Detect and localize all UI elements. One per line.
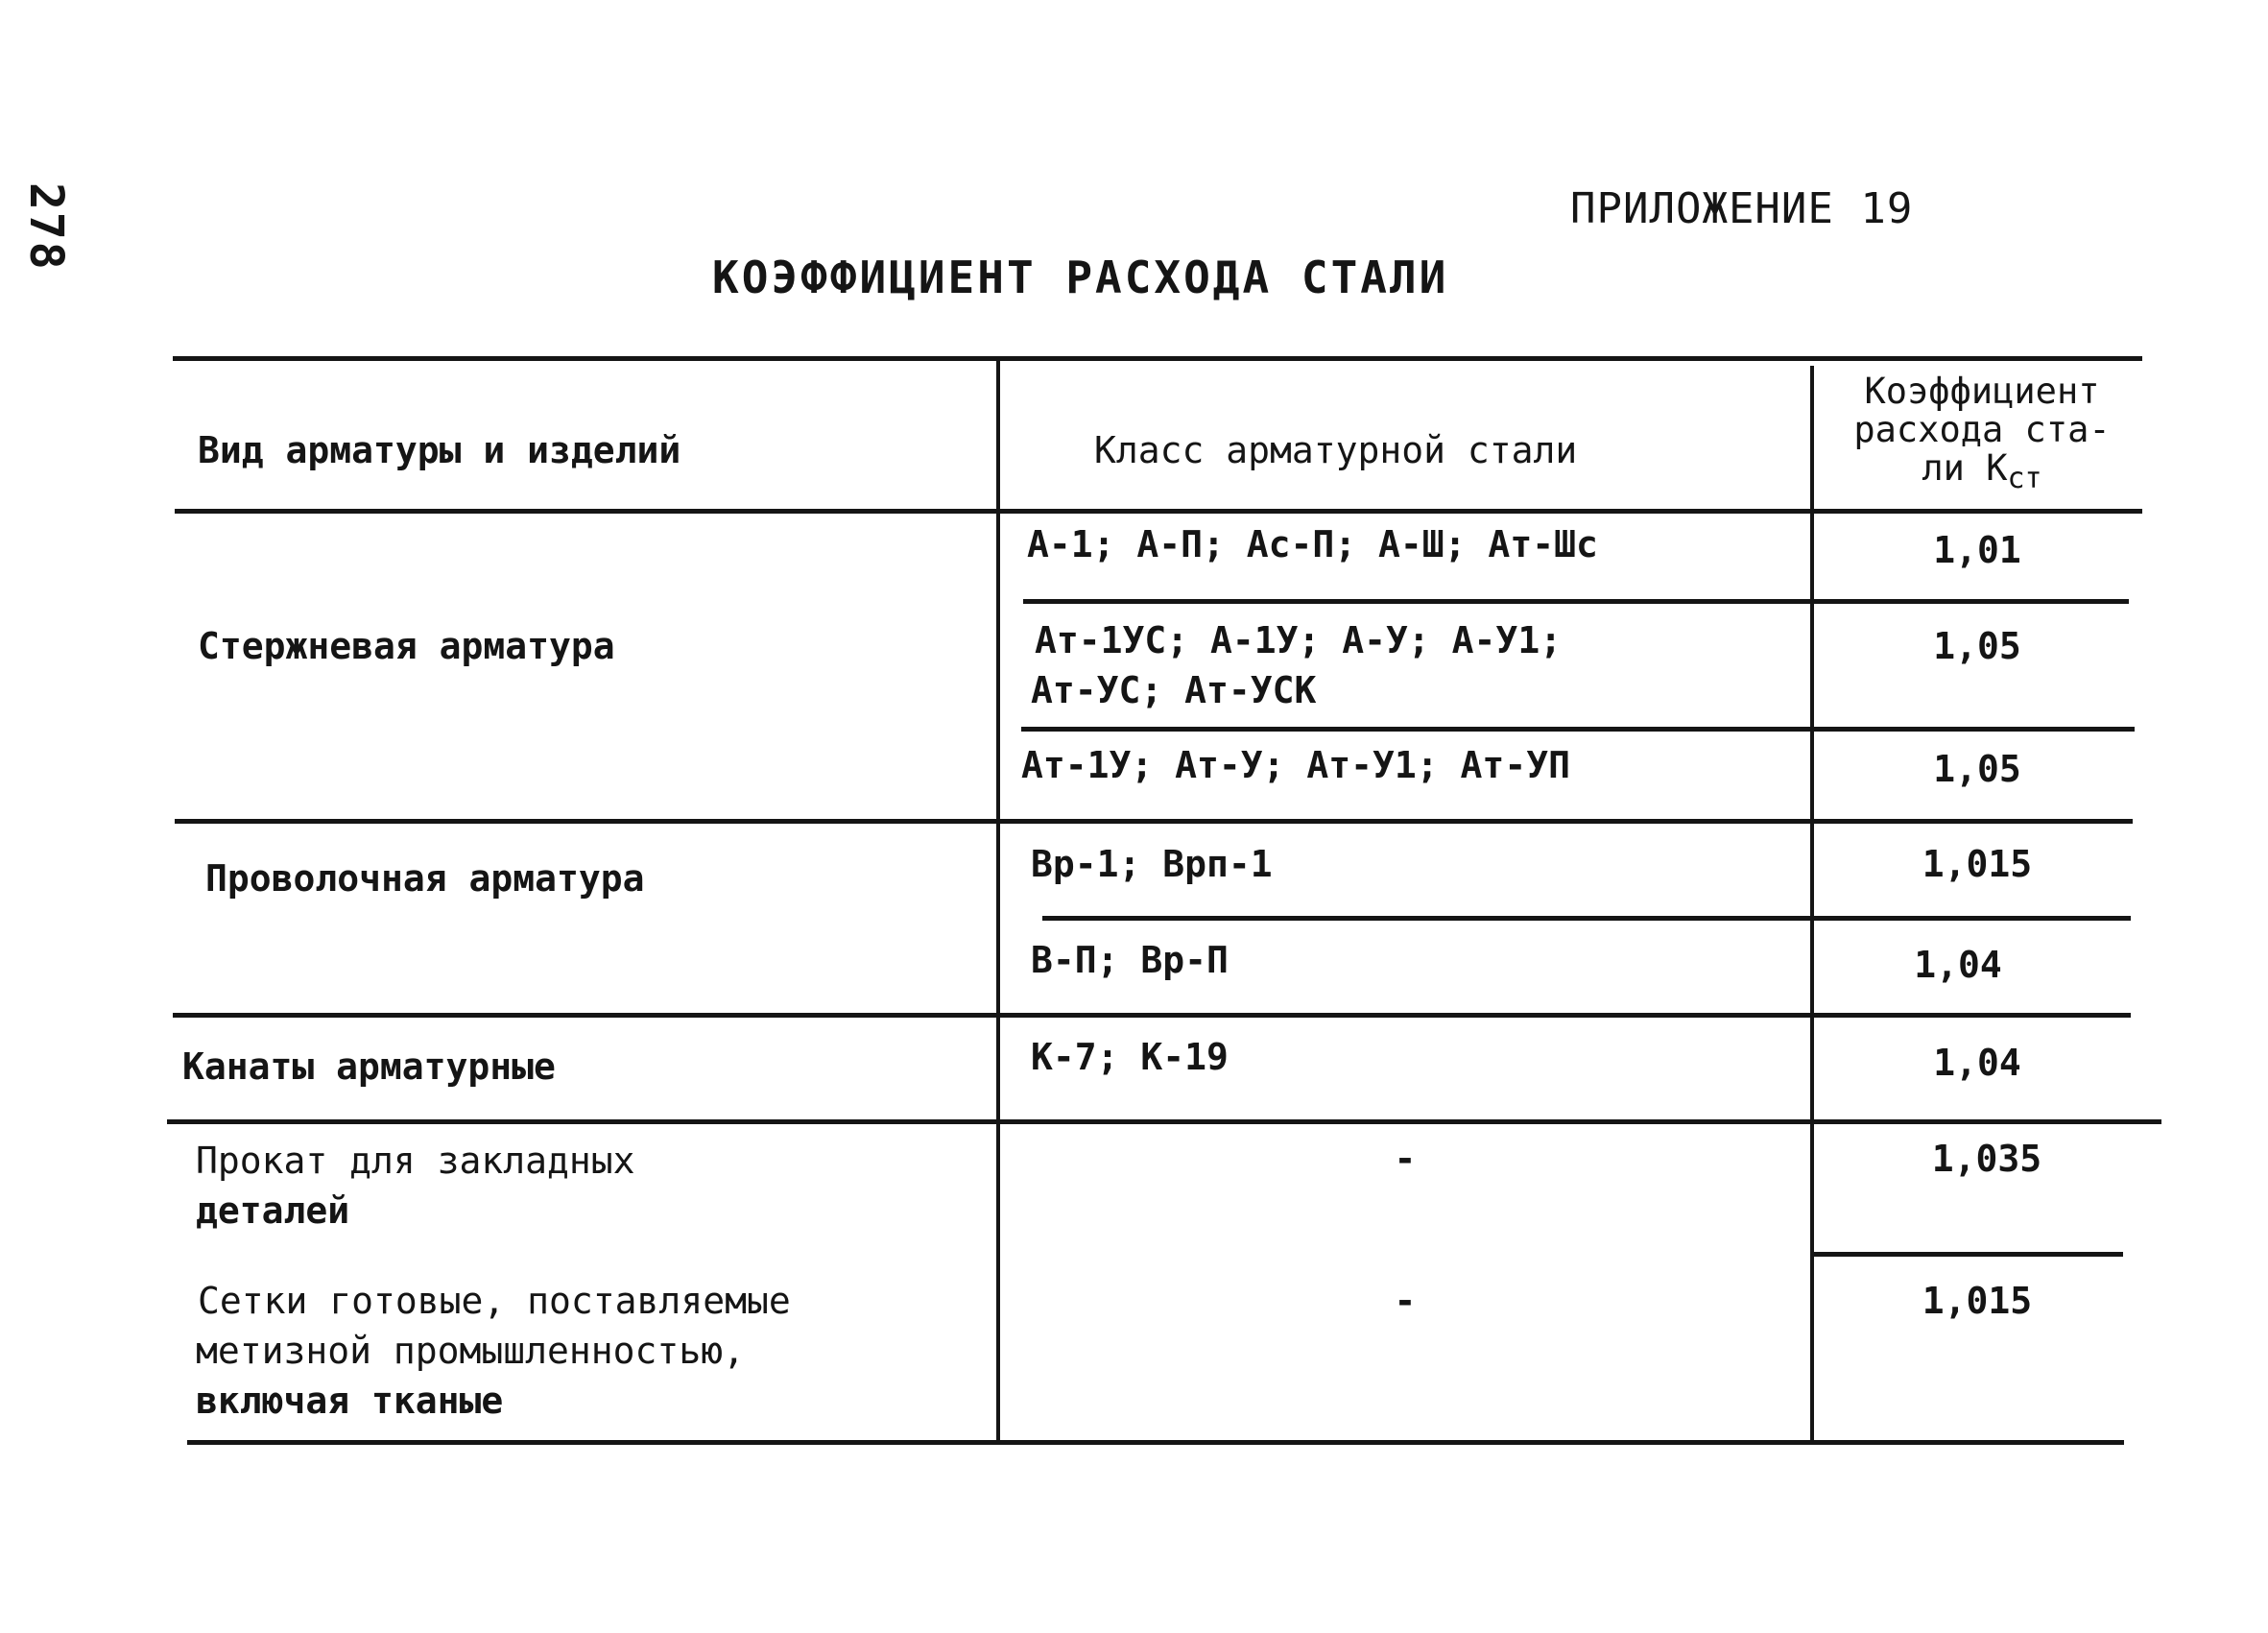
- row-class: -: [1394, 1280, 1417, 1322]
- row-class: Ат-УС; Ат-УСК: [1031, 669, 1317, 711]
- header-class: Класс арматурной стали: [1094, 429, 1578, 471]
- header-type: Вид арматуры и изделий: [198, 429, 681, 471]
- header-bottom-rule: [175, 509, 2142, 514]
- row-type: Стержневая арматура: [198, 625, 615, 667]
- row-type: Канаты арматурные: [182, 1045, 556, 1088]
- row-divider: [1042, 916, 2131, 921]
- row-coefficient: 1,04: [1933, 1042, 2021, 1084]
- row-divider: [1021, 727, 2135, 732]
- row-class: Ат-1УС; А-1У; А-У; А-У1;: [1035, 619, 1563, 661]
- group-divider: [173, 1013, 2131, 1018]
- row-coefficient: 1,035: [1931, 1138, 2042, 1180]
- row-coefficient: 1,01: [1933, 529, 2021, 571]
- row-class: В-П; Вр-П: [1031, 939, 1229, 981]
- row-type: включая тканые: [196, 1380, 504, 1422]
- row-coefficient: 1,015: [1922, 1280, 2033, 1322]
- header-coef-line2: расхода ста-: [1853, 409, 2111, 450]
- appendix-label: ПРИЛОЖЕНИЕ 19: [1570, 184, 1914, 233]
- row-divider: [1023, 599, 2129, 604]
- page-title: КОЭФФИЦИЕНТ РАСХОДА СТАЛИ: [712, 252, 1449, 303]
- table-top-rule: [173, 356, 2142, 361]
- group-divider: [167, 1119, 2161, 1124]
- row-type: Прокат для закладных: [196, 1140, 635, 1182]
- row-type: деталей: [196, 1189, 350, 1232]
- row-class: Ат-1У; Ат-У; Ат-У1; Ат-УП: [1021, 744, 1570, 786]
- row-type: метизной промышленностью,: [196, 1330, 745, 1372]
- header-coef-subscript: ст: [2007, 462, 2042, 495]
- row-coefficient: 1,015: [1922, 843, 2033, 885]
- row-coefficient: 1,04: [1914, 944, 2002, 986]
- row-type: Сетки готовые, поставляемые: [198, 1280, 791, 1322]
- header-coef-line1: Коэффициент: [1864, 371, 2100, 412]
- header-coefficient: [1824, 372, 2140, 498]
- row-class: К-7; К-19: [1031, 1036, 1229, 1078]
- row-coefficient: 1,05: [1933, 748, 2021, 790]
- row-coefficient: 1,05: [1933, 625, 2021, 667]
- header-coef-line3: ли $К_{ст}$: [1922, 447, 2042, 495]
- group-divider: [1812, 1252, 2123, 1257]
- group-divider: [175, 819, 2133, 824]
- row-class: А-1; А-П; Ас-П; А-Ш; Ат-Шс: [1027, 523, 1598, 565]
- row-type: Проволочная арматура: [205, 857, 645, 900]
- page-number: 278: [19, 182, 73, 272]
- row-class: Вр-1; Врп-1: [1031, 843, 1273, 885]
- row-class: -: [1394, 1138, 1417, 1180]
- table-bottom-rule: [187, 1440, 2124, 1445]
